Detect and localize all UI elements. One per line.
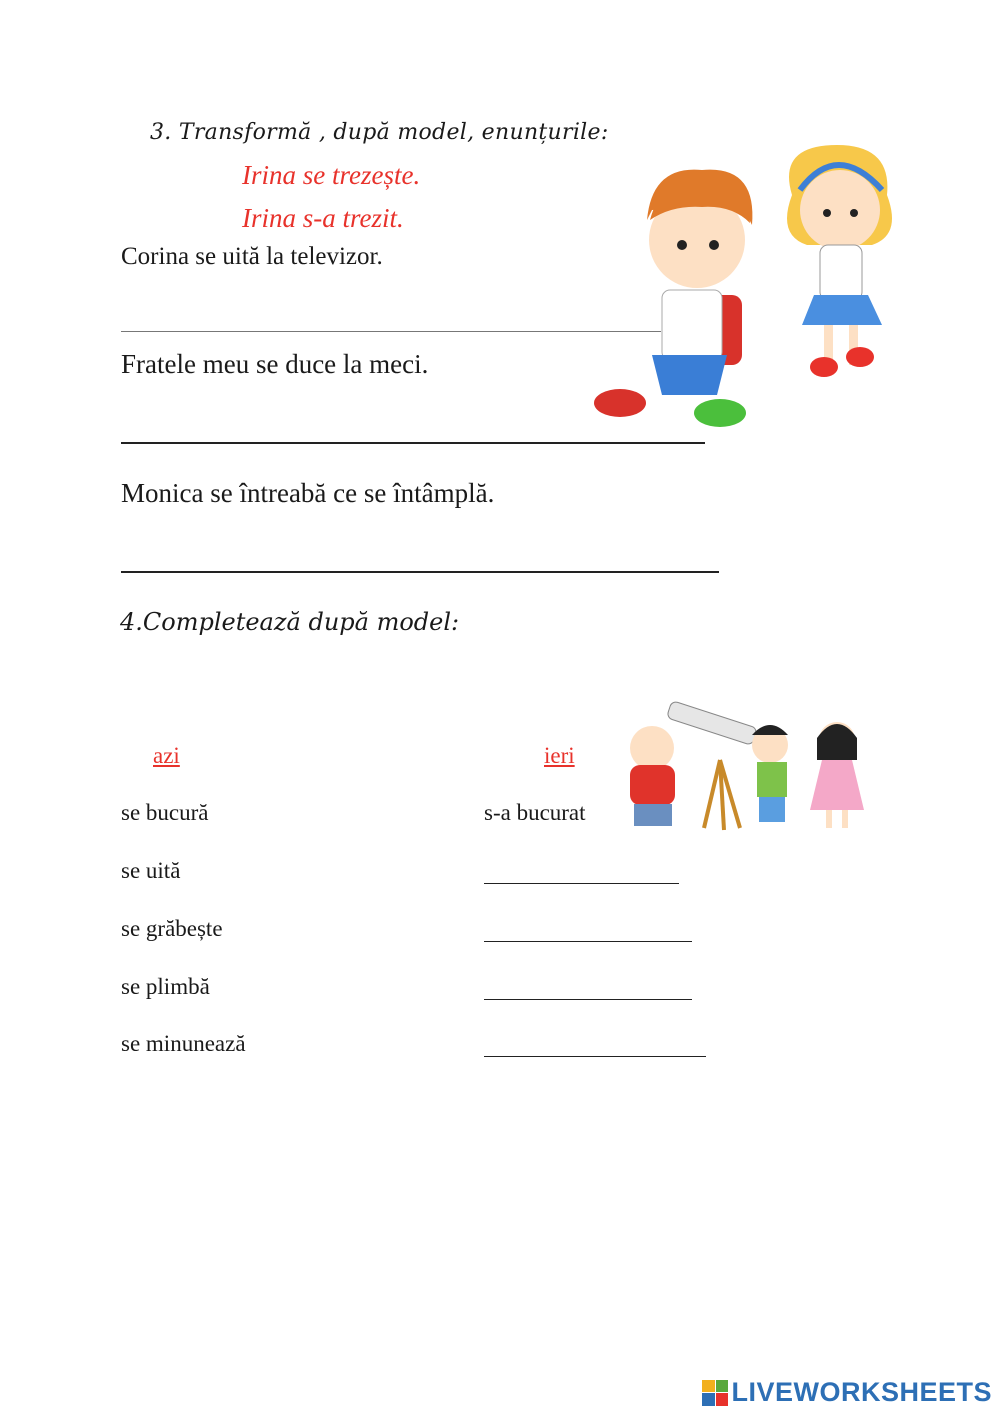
liveworksheets-brand-text: LIVEWORKSHEETS xyxy=(731,1377,992,1407)
model-present-sentence: Irina se trezește. xyxy=(242,160,421,190)
verb-past-example: s-a bucurat xyxy=(484,800,586,825)
answer-blank-4[interactable] xyxy=(484,999,692,1000)
telescope-figure xyxy=(666,701,757,830)
kid-striped-shirt xyxy=(752,725,788,822)
header-yesterday: ieri xyxy=(544,743,575,768)
verb-present-1: se bucură xyxy=(121,800,209,825)
answer-line-3[interactable] xyxy=(121,571,719,573)
telescope-children-illustration xyxy=(612,700,884,840)
exercise-3-title: 3. Transformă , după model, enunțurile: xyxy=(150,120,609,145)
girl-pink-dress xyxy=(810,722,864,828)
verb-present-5: se minunează xyxy=(121,1031,246,1056)
answer-blank-3[interactable] xyxy=(484,941,692,942)
liveworksheets-logo xyxy=(702,1377,992,1408)
answer-line-1[interactable] xyxy=(121,331,661,332)
liveworksheets-logo-mark xyxy=(702,1380,728,1406)
header-today: azi xyxy=(153,743,180,768)
sentence-1: Corina se uită la televizor. xyxy=(121,243,383,270)
school-children-illustration xyxy=(592,135,912,445)
sentence-3: Monica se întreabă ce se întâmplă. xyxy=(121,478,495,508)
model-past-sentence: Irina s-a trezit. xyxy=(242,203,404,233)
verb-present-4: se plimbă xyxy=(121,974,210,999)
kid-red-shirt xyxy=(630,726,675,826)
exercise-4-title: 4.Completează după model: xyxy=(120,608,460,636)
verb-present-2: se uită xyxy=(121,858,181,883)
answer-blank-2[interactable] xyxy=(484,883,679,884)
sentence-2: Fratele meu se duce la meci. xyxy=(121,349,429,379)
boy-figure xyxy=(594,170,752,427)
answer-blank-5[interactable] xyxy=(484,1056,706,1057)
verb-present-3: se grăbește xyxy=(121,916,223,941)
girl-figure xyxy=(787,145,892,377)
